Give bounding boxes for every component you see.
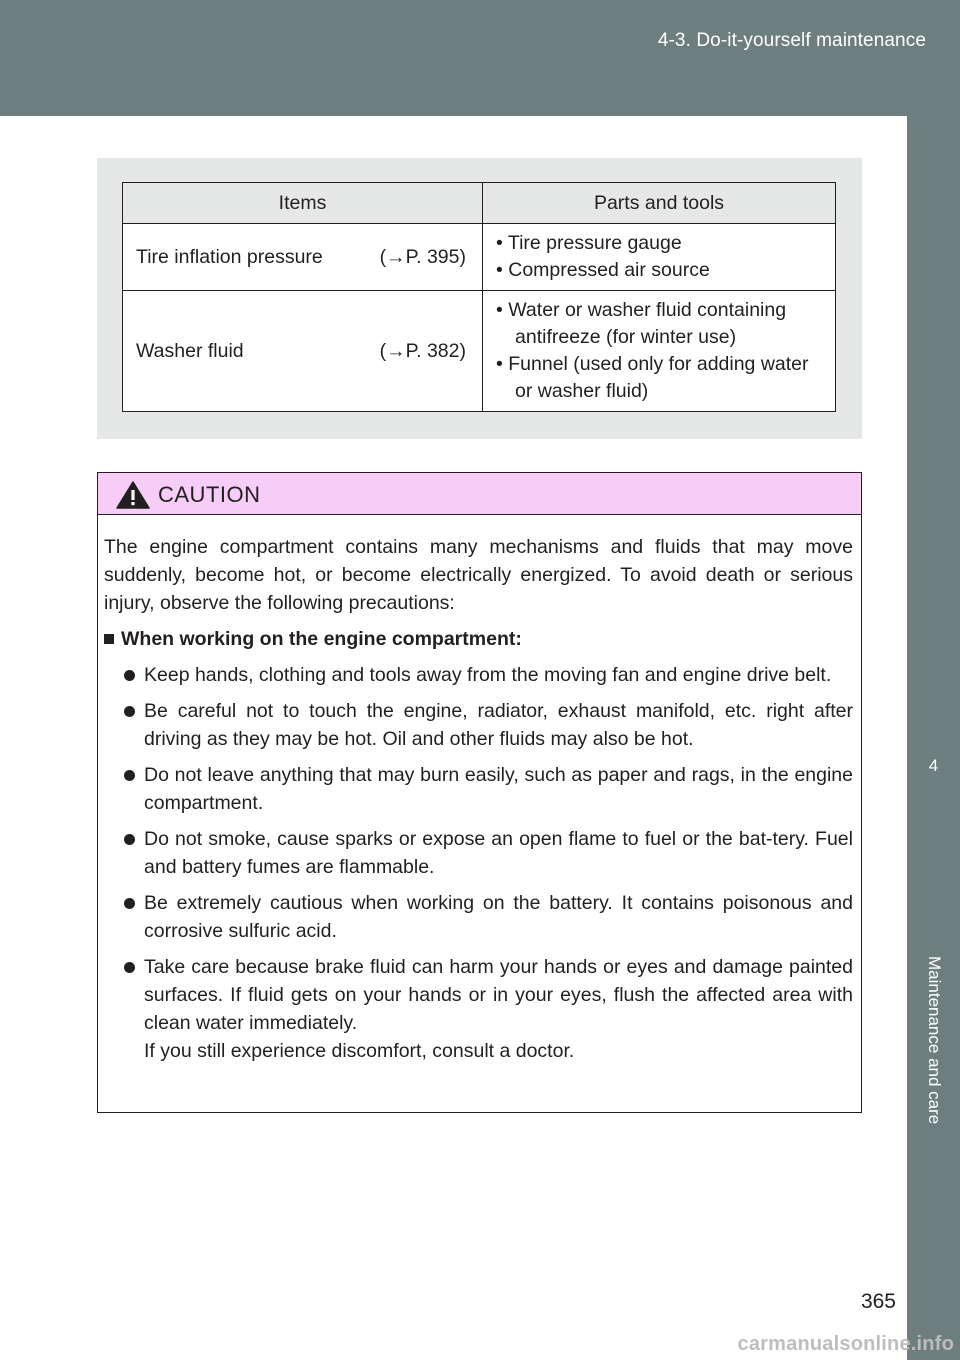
item-name: Washer fluid — [136, 339, 244, 362]
caution-box — [97, 472, 862, 1113]
chapter-label-tab — [907, 816, 960, 1360]
tools-cell — [483, 224, 836, 291]
precaution-text: Do not leave anything that may burn easily, such as paper and rags, in the engine compartment. — [144, 764, 853, 814]
list-item — [104, 697, 853, 753]
list-item — [104, 953, 853, 1065]
subheading-text: When working on the engine compartment: — [121, 628, 522, 650]
parts-table — [122, 182, 836, 412]
column-header-items: Items — [123, 183, 483, 224]
precaution-text: Take care because brake fluid can harm your hands or eyes and damage painted surfaces. If fluid gets on your hands or in your eyes, flush the affected area with clean water immediately. — [144, 956, 853, 1034]
chapter-label: Maintenance and care — [925, 956, 944, 1125]
section-title: 4-3. Do-it-yourself maintenance — [657, 30, 926, 51]
caution-title: CAUTION — [158, 482, 261, 507]
round-bullet-icon — [124, 962, 135, 973]
square-bullet-icon — [104, 634, 114, 644]
precaution-text: Be extremely cautious when working on the battery. It contains poisonous and corrosive sulfuric acid. — [144, 892, 853, 942]
table-row — [123, 224, 836, 291]
tool-item: • Tire pressure gauge — [496, 232, 682, 254]
round-bullet-icon — [124, 834, 135, 845]
list-item — [104, 889, 853, 945]
list-item — [104, 825, 853, 881]
page-reference: (→P. 395) — [379, 245, 466, 268]
list-item — [104, 761, 853, 817]
caution-body — [98, 515, 861, 1065]
precaution-text: Keep hands, clothing and tools away from the moving fan and engine drive belt. — [144, 664, 832, 686]
precaution-followup-text: If you still experience discomfort, consult a doctor. — [144, 1040, 575, 1062]
page-number: 365 — [860, 1290, 896, 1313]
side-tab-bar — [907, 116, 960, 716]
item-cell — [123, 291, 483, 412]
table-row — [123, 291, 836, 412]
round-bullet-icon — [124, 898, 135, 909]
round-bullet-icon — [124, 770, 135, 781]
chapter-number: 4 — [928, 756, 939, 775]
round-bullet-icon — [124, 706, 135, 717]
caution-header — [98, 473, 861, 515]
caution-intro: The engine compartment contains many mechanisms and fluids that may move suddenly, become hot, or become electrically energized. To avoid death or serious injury, observe the following precautions: — [104, 536, 853, 614]
tools-cell — [483, 291, 836, 412]
list-item — [104, 661, 853, 689]
warning-triangle-icon — [116, 481, 150, 509]
precaution-list — [104, 661, 853, 1065]
caution-subheading — [104, 625, 853, 653]
precaution-text: Do not smoke, cause sparks or expose an open flame to fuel or the bat-tery. Fuel and battery fumes are flammable. — [144, 828, 853, 878]
tool-item: • Water or washer fluid containing antifreeze (for winter use) — [496, 299, 787, 348]
item-cell — [123, 224, 483, 291]
page-header — [0, 0, 960, 116]
tool-item: • Compressed air source — [496, 259, 710, 281]
page-reference: (→P. 382) — [379, 339, 466, 362]
tool-item: • Funnel (used only for adding water or washer fluid) — [496, 353, 809, 402]
table-header-row — [123, 183, 836, 224]
watermark: carmanualsonline.info — [737, 1333, 954, 1355]
parts-table-panel — [97, 158, 862, 439]
chapter-number-tab — [907, 716, 960, 816]
round-bullet-icon — [124, 670, 135, 681]
column-header-parts: Parts and tools — [483, 183, 836, 224]
item-name: Tire inflation pressure — [136, 245, 323, 268]
precaution-text: Be careful not to touch the engine, radiator, exhaust manifold, etc. right after driving as they may be hot. Oil and other fluids may also be hot. — [144, 700, 853, 750]
